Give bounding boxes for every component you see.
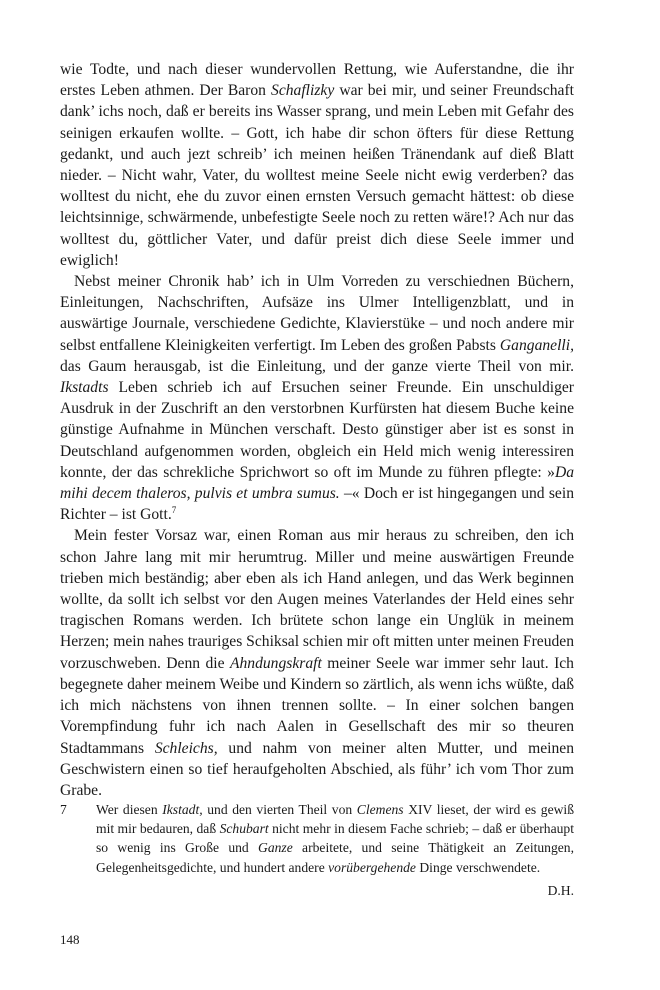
text-run: das Gaum herausgab, ist die Einleitung, und der ganze vierte Theil von mir. <box>60 357 574 375</box>
italic-term: Ahndungskraft <box>229 654 322 672</box>
text-run: war bei mir, und seiner Freundschaft dank’ ichs noch, daß er bereits ins Wasser sprang, und mein Leben mit Gefahr des seinigen erkaufen wollte. – Gott, ich habe dir schon öfters für diese Rettung gedankt, und auch jezt schreib’ ich meinen heißen Tränendank auf dieß Blatt nieder. – Nicht wahr, Vater, du wolltest meine Seele nicht ewig verderben? das wolltest du nicht, ehe du zuvor einen ernsten Versuch gemacht hättest: ob diese leichtsinnige, schwärmende, unbefestigte Seele noch zu retten wäre!? Ach nur das wolltest du, göttlicher Vater, und dafür preist dich diese Seele immer und ewiglich! <box>60 82 574 269</box>
main-text <box>60 59 574 801</box>
footnote-number: 7 <box>60 802 67 817</box>
text-run: wie Todte, und nach dieser wundervollen Rettung, wie Auferstandne, die ihr erstes Leben athmen. Der Baron <box>60 61 574 100</box>
footnote <box>60 800 574 900</box>
text-run: Wer diesen <box>96 802 163 817</box>
text-run: nicht mehr in diesem Fache schrieb; – daß er überhaupt so wenig ins Große und <box>96 821 574 856</box>
paragraph-1 <box>60 59 574 271</box>
italic-name: Clemens <box>356 802 404 817</box>
text-run: Leben schrieb ich auf Ersuchen seiner Freunde. Ein unschuldiger Ausdruk in der Zuschrift an den verstorbnen Kurfürsten hat diesem Buche keine günstige Aufnahme in München verschaft. Desto günstiger aber ist es sonst in Deutschland aufgenommen worden, obgleich ein Held mich wenig interessiren konnte, der das schrekliche Sprichwort so oft im Munde zu führen pflegte: » <box>60 379 574 481</box>
text-run: meiner Seele war immer sehr laut. Ich begegnete daher meinem Weibe und Kindern so zärtlich, als wenn ichs wüßte, daß ich mich nächstens von ihnen trennen sollte. – In einer solchen bangen Vorempfindung fuhr ich nach Aalen in Gesellschaft des mir so theuren Stadtammans <box>60 654 574 757</box>
italic-name: Ganganelli, <box>499 336 574 354</box>
latin-quote: Da mihi decem thaleros, pulvis et umbra sumus. <box>60 463 574 503</box>
footnote-reference[interactable]: 7 <box>171 505 177 516</box>
italic-term: Ganze <box>258 840 293 856</box>
text-run: Nebst meiner Chronik hab’ ich in Ulm Vorreden zu verschiednen Büchern, Einleitungen, Nachschriften, Aufsäze ins Ulmer Intelligenzblatt, und in auswärtige Journale, verschiedene Gedichte, Klavierstüke – und noch andere mir selbst entfallene Kleinigkeiten verfertigt. Im Leben des großen Pabsts <box>60 273 574 354</box>
italic-name: Schaflizky <box>271 82 335 100</box>
italic-name: Schubart <box>219 821 269 837</box>
italic-name: Ikstadts <box>60 379 109 397</box>
footnote-text <box>96 800 574 877</box>
text-run: Dinge verschwendete. <box>415 859 541 875</box>
italic-term: vorübergehende <box>328 859 416 875</box>
text-run: –« Doch er ist hingegangen und sein Richter – ist Gott. <box>60 485 574 524</box>
text-run: und den vierten Theil von <box>202 802 357 817</box>
italic-name: Schleichs, <box>154 739 218 757</box>
italic-name: Ikstadt, <box>162 802 203 817</box>
paragraph-3 <box>60 525 574 801</box>
text-run: Mein fester Vorsaz war, einen Roman aus mir heraus zu schreiben, den ich schon Jahre lang mit mir herumtrug. Miller und meine auswärtigen Freunde trieben mich beständig; aber eben als ich Hand anlegen, und das Werk beginnen wollte, da sollt ich selbst vor den Augen meines Vaterlandes der Held eines sehr tragischen Romans werden. Ich brütete schon lange ein Unglük in meinem Herzen; mein nahes trauriges Schiksal schien mir oft mitten unter meinen Freuden vorzuschweben. Denn die <box>60 527 575 672</box>
text-run: XIV lieset, der wird es gewiß mit mir bedauren, daß <box>96 802 574 837</box>
text-run: arbeitete, und seine Thätigkeit an Zeitungen, Gelegenheitsgedichte, und hundert andere <box>96 840 574 875</box>
text-run: und nahm von meiner alten Mutter, und meinen Geschwistern einen so tief heraufgeholten Abschied, als führ’ ich vom Thor zum Grabe. <box>60 739 575 799</box>
page-number: 148 <box>60 932 80 947</box>
paragraph-2 <box>60 271 574 525</box>
footnote-signature: D.H. <box>547 882 574 898</box>
